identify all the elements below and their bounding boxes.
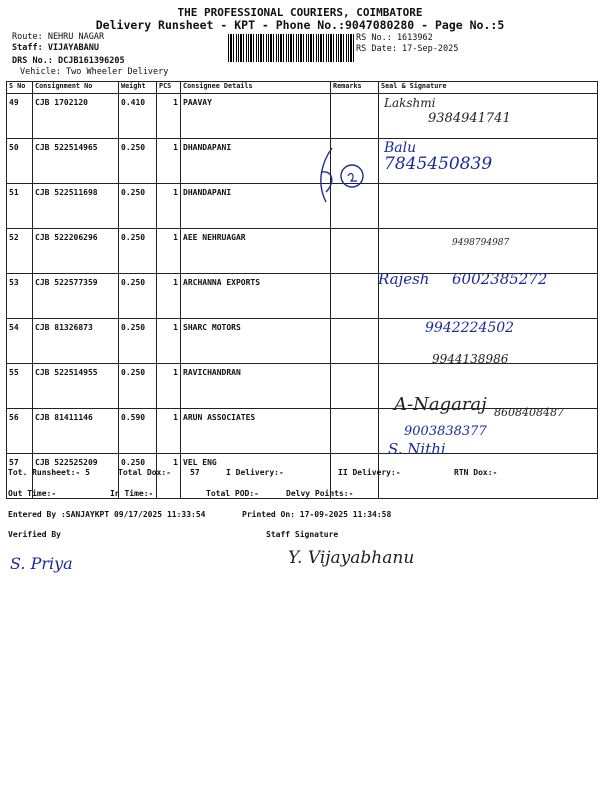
cell-weight: 0.250	[119, 184, 157, 229]
col-remarks: Remarks	[331, 82, 379, 94]
printed-on: Printed On: 17-09-2025 11:34:58	[242, 510, 392, 519]
cell-consignee: RAVICHANDRAN	[181, 364, 331, 409]
runsheet-table	[6, 81, 598, 499]
cell-signature	[379, 184, 598, 229]
cell-remarks	[331, 409, 379, 454]
cell-sno: 54	[7, 319, 33, 364]
col-pcs: PCS	[157, 82, 181, 94]
handwritten-name: Lakshmi	[384, 96, 436, 110]
cell-consignee: ARUN ASSOCIATES	[181, 409, 331, 454]
cell-remarks	[331, 274, 379, 319]
verified-by-label: Verified By	[8, 530, 61, 539]
table-row	[7, 364, 598, 409]
cell-consignee: DHANDAPANI	[181, 184, 331, 229]
table-row	[7, 184, 598, 229]
cell-sno: 55	[7, 364, 33, 409]
cell-weight: 0.250	[119, 364, 157, 409]
cell-consignee: AEE NEHRUAGAR	[181, 229, 331, 274]
table-row	[7, 229, 598, 274]
cell-pcs: 1	[157, 94, 181, 139]
cell-remarks	[331, 94, 379, 139]
handwritten-phone: 9942224502	[425, 320, 515, 336]
col-sno: S No	[7, 82, 33, 94]
cell-weight: 0.250	[119, 229, 157, 274]
handwritten-phone: 6002385272	[452, 270, 548, 288]
cell-consignment: CJB 522511698	[33, 184, 119, 229]
handwritten-phone: 9498794987	[452, 238, 510, 248]
i-delivery: I Delivery:-	[226, 468, 284, 477]
cell-sno: 57	[7, 454, 33, 499]
col-consignment: Consignment No	[33, 82, 119, 94]
cell-consignee: PAAVAY	[181, 94, 331, 139]
cell-consignment: CJB 522525209	[33, 454, 119, 499]
handwritten-phone: 8608408487	[494, 406, 564, 419]
cell-sno: 49	[7, 94, 33, 139]
tot-runsheet: Tot. Runsheet:- 5	[8, 468, 90, 477]
handwritten-name: A-Nagaraj	[394, 394, 487, 415]
handwritten-name: S. Nithi	[388, 440, 446, 458]
cell-consignment: CJB 81411146	[33, 409, 119, 454]
cell-consignee: DHANDAPANI	[181, 139, 331, 184]
col-weight: Weight	[119, 82, 157, 94]
company-title: THE PROFESSIONAL COURIERS, COIMBATORE	[177, 6, 423, 19]
cell-sno: 56	[7, 409, 33, 454]
cell-weight: 0.250	[119, 454, 157, 499]
rtn-dox: RTN Dox:-	[454, 468, 498, 477]
cell-consignment: CJB 522577359	[33, 274, 119, 319]
cell-consignment: CJB 81326873	[33, 319, 119, 364]
col-consignee: Consignee Details	[181, 82, 331, 94]
total-dox-label: Total Dox:-	[118, 468, 171, 477]
cell-consignment: CJB 522514965	[33, 139, 119, 184]
cell-pcs: 1	[157, 229, 181, 274]
cell-pcs: 1	[157, 454, 181, 499]
ii-delivery: II Delivery:-	[338, 468, 401, 477]
table-row	[7, 139, 598, 184]
cell-pcs: 1	[157, 319, 181, 364]
in-time: In Time:-	[110, 489, 154, 498]
cell-pcs: 1	[157, 184, 181, 229]
cell-weight: 0.410	[119, 94, 157, 139]
remark-scribble-icon	[312, 142, 372, 210]
cell-pcs: 1	[157, 409, 181, 454]
handwritten-phone: 9003838377	[404, 424, 487, 439]
cell-signature	[379, 229, 598, 274]
route-label: Route: NEHRU NAGAR	[12, 32, 105, 42]
runsheet-subtitle: Delivery Runsheet - KPT - Phone No.:9047080280 - Page No.:5	[95, 18, 505, 32]
cell-sno: 52	[7, 229, 33, 274]
cell-remarks	[331, 364, 379, 409]
cell-remarks	[331, 229, 379, 274]
cell-consignee: ARCHANNA EXPORTS	[181, 274, 331, 319]
staff-signature-label: Staff Signature	[266, 530, 339, 539]
staff-label: Staff: VIJAYABANU	[12, 43, 99, 53]
cell-pcs: 1	[157, 274, 181, 319]
handwritten-name: Balu	[384, 140, 417, 156]
handwritten-phone: 9944138986	[432, 352, 509, 366]
cell-sno: 51	[7, 184, 33, 229]
rs-number: RS No.: 1613962	[356, 33, 433, 43]
rs-date: RS Date: 17-Sep-2025	[356, 44, 459, 54]
cell-pcs: 1	[157, 139, 181, 184]
drs-number: DRS No.: DCJB161396205	[12, 56, 125, 66]
cell-weight: 0.250	[119, 319, 157, 364]
handwritten-name: Rajesh	[378, 270, 430, 288]
entered-by: Entered By :SANJAYKPT 09/17/2025 11:33:54	[8, 510, 206, 519]
vehicle-label: Vehicle: Two Wheeler Delivery	[20, 67, 169, 77]
cell-sno: 53	[7, 274, 33, 319]
cell-consignment: CJB 522206296	[33, 229, 119, 274]
cell-consignment: CJB 522514955	[33, 364, 119, 409]
cell-weight: 0.250	[119, 139, 157, 184]
verified-signature: S. Priya	[10, 554, 73, 573]
handwritten-phone: 9384941741	[428, 111, 511, 126]
handwritten-phone: 7845450839	[384, 154, 493, 174]
barcode-icon	[228, 34, 354, 62]
cell-weight: 0.590	[119, 409, 157, 454]
delvy-points: Delvy Points:-	[286, 489, 354, 498]
out-time: Out Time:-	[8, 489, 57, 498]
cell-pcs: 1	[157, 364, 181, 409]
total-pod: Total POD:-	[206, 489, 259, 498]
staff-signature: Y. Vijayabhanu	[288, 548, 415, 568]
cell-consignee: VEL ENG	[181, 454, 331, 499]
table-header-row	[7, 82, 598, 94]
col-seal-signature: Seal & Signature	[379, 82, 598, 94]
total-dox-value: 57	[190, 468, 200, 477]
cell-consignee: SHARC MOTORS	[181, 319, 331, 364]
cell-weight: 0.250	[119, 274, 157, 319]
cell-sno: 50	[7, 139, 33, 184]
cell-remarks	[331, 319, 379, 364]
cell-consignment: CJB 1702120	[33, 94, 119, 139]
